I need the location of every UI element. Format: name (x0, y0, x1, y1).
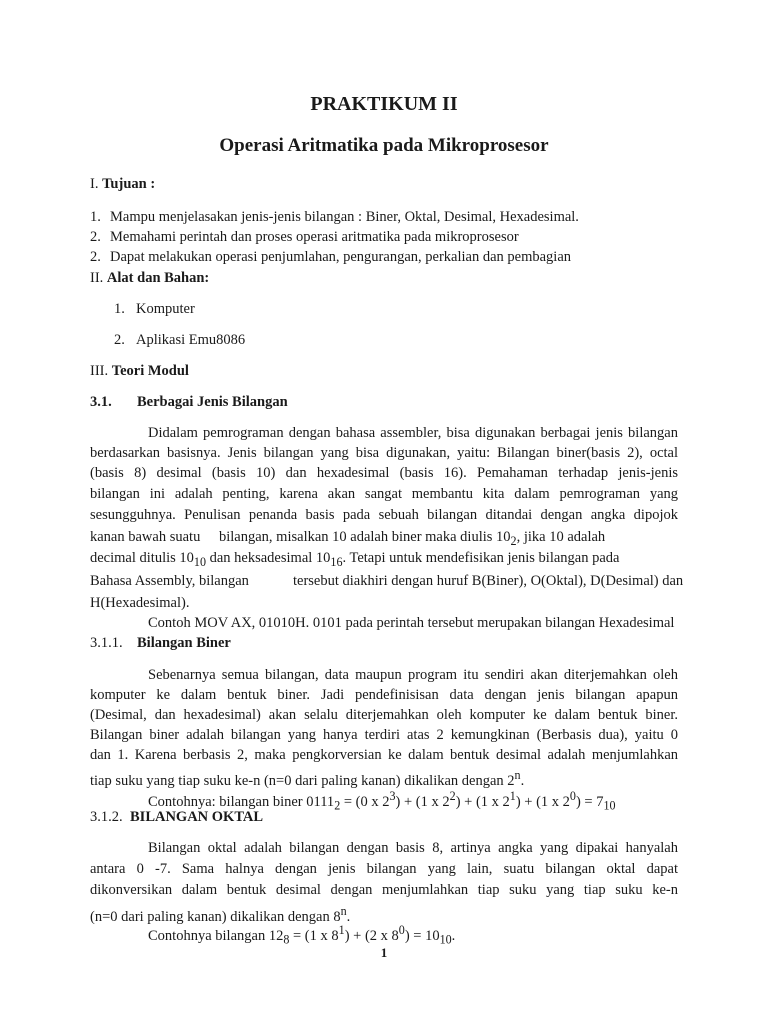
paragraph-line: dan 1. Karena berbasis 2, maka pengkorversian ke dalam bentuk desimal adalah menjumlahkan (90, 747, 678, 763)
text-run: ) + (1 x 2 (455, 793, 510, 810)
text-run: Contohnya: bilangan biner 0111 (148, 793, 335, 810)
paragraph-line: Contoh MOV AX, 01010H. 0101 pada perintah tersebut merupakan bilangan Hexadesimal (148, 615, 675, 631)
item-text: Komputer (136, 301, 195, 317)
text-run: dan heksadesimal 10 (205, 550, 331, 566)
subsection-number: 3.1. (90, 394, 112, 410)
item-number: 2. (90, 249, 101, 265)
page-subtitle: Operasi Aritmatika pada Mikroprosesor (219, 135, 549, 156)
subscript: 8 (283, 932, 290, 947)
section-label: Alat dan Bahan: (106, 270, 210, 286)
section-label: Tujuan : (102, 176, 156, 192)
superscript: 2 (449, 789, 456, 803)
paragraph-line: H(Hexadesimal). (90, 595, 190, 611)
text-run: ) = 10 (404, 927, 440, 944)
section-teori-heading (90, 362, 189, 380)
superscript: n (340, 904, 347, 918)
text-run: = (1 x 8 (289, 927, 339, 944)
paragraph-line: komputer ke dalam bentuk biner. Jadi pendefinisisan data dengan jenis bilangan apapun (90, 687, 678, 703)
paragraph-line: (Desimal, dan hexadesimal) akan selalu diterjemahkan oleh komputer ke dalam bentuk biner. (90, 707, 678, 723)
paragraph-line: antara 0 -7. Sama halnya dengan jenis bilangan yang lain, suatu bilangan oktal dapat (90, 861, 678, 877)
superscript: 3 (389, 789, 396, 803)
subscript: 16 (330, 554, 343, 569)
text-run: . (451, 927, 456, 944)
text-run: tiap suku yang tiap suku ke-n (n=0 dari paling kanan) dikalikan dengan 2 (90, 772, 515, 789)
paragraph-line: dikonversikan dalam bentuk desimal dengan menjumlahkan tiap suku yang tiap suku ke-n (90, 882, 678, 898)
paragraph-line (90, 549, 678, 571)
text-run: , jika 10 adalah (516, 529, 606, 545)
section-tujuan-heading (90, 175, 155, 193)
tujuan-item (90, 228, 519, 246)
text-run (219, 528, 605, 550)
item-number: 1. (90, 209, 101, 225)
subscript: 2 (334, 798, 341, 813)
subsection-3-1-heading (90, 393, 288, 411)
text-run: . Tetapi untuk mendefisikan jenis bilangan pada (342, 550, 620, 566)
section-number: I. (90, 176, 99, 192)
paragraph-line (90, 572, 684, 590)
text-run: . (520, 772, 525, 789)
text-run: = (0 x 2 (340, 793, 390, 810)
text-run: (n=0 dari paling kanan) dikalikan dengan 8 (90, 908, 341, 925)
paragraph-line: bilangan ini adalah penting, karena akan sangat membantu kita dalam pemrograman yang (90, 486, 678, 502)
section-number: II. (90, 270, 104, 286)
text-run: ) + (1 x 2 (515, 793, 570, 810)
text-run: bilangan, misalkan 10 adalah biner maka diulis 10 (219, 529, 511, 545)
text-run: Bahasa Assembly, bilangan (90, 573, 249, 589)
subsection-label: Bilangan Biner (137, 635, 231, 651)
paragraph-line: berdasarkan basisnya. Jenis bilangan yang bisa digunakan, yaitu: Bilangan biner(basis 2), octal (90, 445, 678, 461)
section-label: Teori Modul (111, 363, 189, 379)
subsection-label: Berbagai Jenis Bilangan (137, 394, 288, 410)
subsection-3-1-2-heading (90, 808, 264, 826)
paragraph-line: (basis 8) desimal (basis 10) dan hexadesimal (basis 16). Pemahaman terhadap jenis-jenis (90, 465, 678, 481)
paragraph-line: Sebenarnya semua bilangan, data maupun program itu sendiri akan diterjemahkan oleh (148, 667, 678, 683)
section-alat-heading (90, 269, 209, 287)
page-title: PRAKTIKUM II (310, 93, 458, 115)
section-number: III. (90, 363, 109, 379)
subsection-number: 3.1.2. (90, 809, 123, 825)
item-text: Aplikasi Emu8086 (136, 332, 246, 348)
subscript: 10 (603, 798, 616, 813)
text-run: ) + (1 x 2 (395, 793, 450, 810)
item-text: Dapat melakukan operasi penjumlahan, pengurangan, perkalian dan pembagian (110, 249, 572, 265)
superscript: 0 (398, 923, 405, 937)
paragraph-line: Bilangan biner adalah bilangan yang hanya terdiri atas 2 kemungkinan (Berbasis dua), yaitu 0 (90, 727, 678, 743)
text-run: tersebut diakhiri dengan huruf B(Biner), O(Oktal), D(Desimal) dan (293, 573, 684, 589)
superscript: 1 (509, 789, 516, 803)
text-run: decimal ditulis 10 (90, 550, 194, 566)
paragraph-line (90, 528, 678, 546)
text-run: ) = 7 (575, 793, 604, 810)
text-run: . (346, 908, 351, 925)
item-text: Mampu menjelasakan jenis-jenis bilangan : Biner, Oktal, Desimal, Hexadesimal. (110, 209, 579, 225)
paragraph-line: Didalam pemrograman dengan bahasa assembler, bisa digunakan berbagai jenis bilangan (148, 425, 678, 441)
alat-item (114, 331, 246, 349)
tujuan-item (90, 208, 579, 226)
subsection-3-1-1-heading (90, 634, 231, 652)
superscript: 1 (338, 923, 345, 937)
item-number: 2. (90, 229, 101, 245)
subscript: 10 (439, 932, 452, 947)
subscript: 2 (510, 533, 517, 548)
tujuan-item (90, 248, 572, 266)
subscript: 10 (193, 554, 206, 569)
subsection-number: 3.1.1. (90, 635, 123, 651)
item-number: 1. (114, 301, 125, 317)
text-run: Contohnya bilangan 12 (148, 927, 284, 944)
superscript: 0 (569, 789, 576, 803)
alat-item (114, 300, 195, 318)
page-number: 1 (380, 945, 388, 960)
paragraph-line: sesungguhnya. Penulisan penanda basis pada sebuah bilangan ditandai dengan angka dipojok (90, 507, 678, 523)
text-run: ) + (2 x 8 (344, 927, 399, 944)
item-text: Memahami perintah dan proses operasi aritmatika pada mikroprosesor (110, 229, 519, 245)
item-number: 2. (114, 332, 125, 348)
text-run: kanan bawah suatu (90, 529, 201, 545)
subsection-label: BILANGAN OKTAL (130, 809, 264, 825)
paragraph-line: Bilangan oktal adalah bilangan dengan basis 8, artinya angka yang dipakai hanyalah (148, 840, 678, 856)
superscript: n (514, 768, 521, 782)
